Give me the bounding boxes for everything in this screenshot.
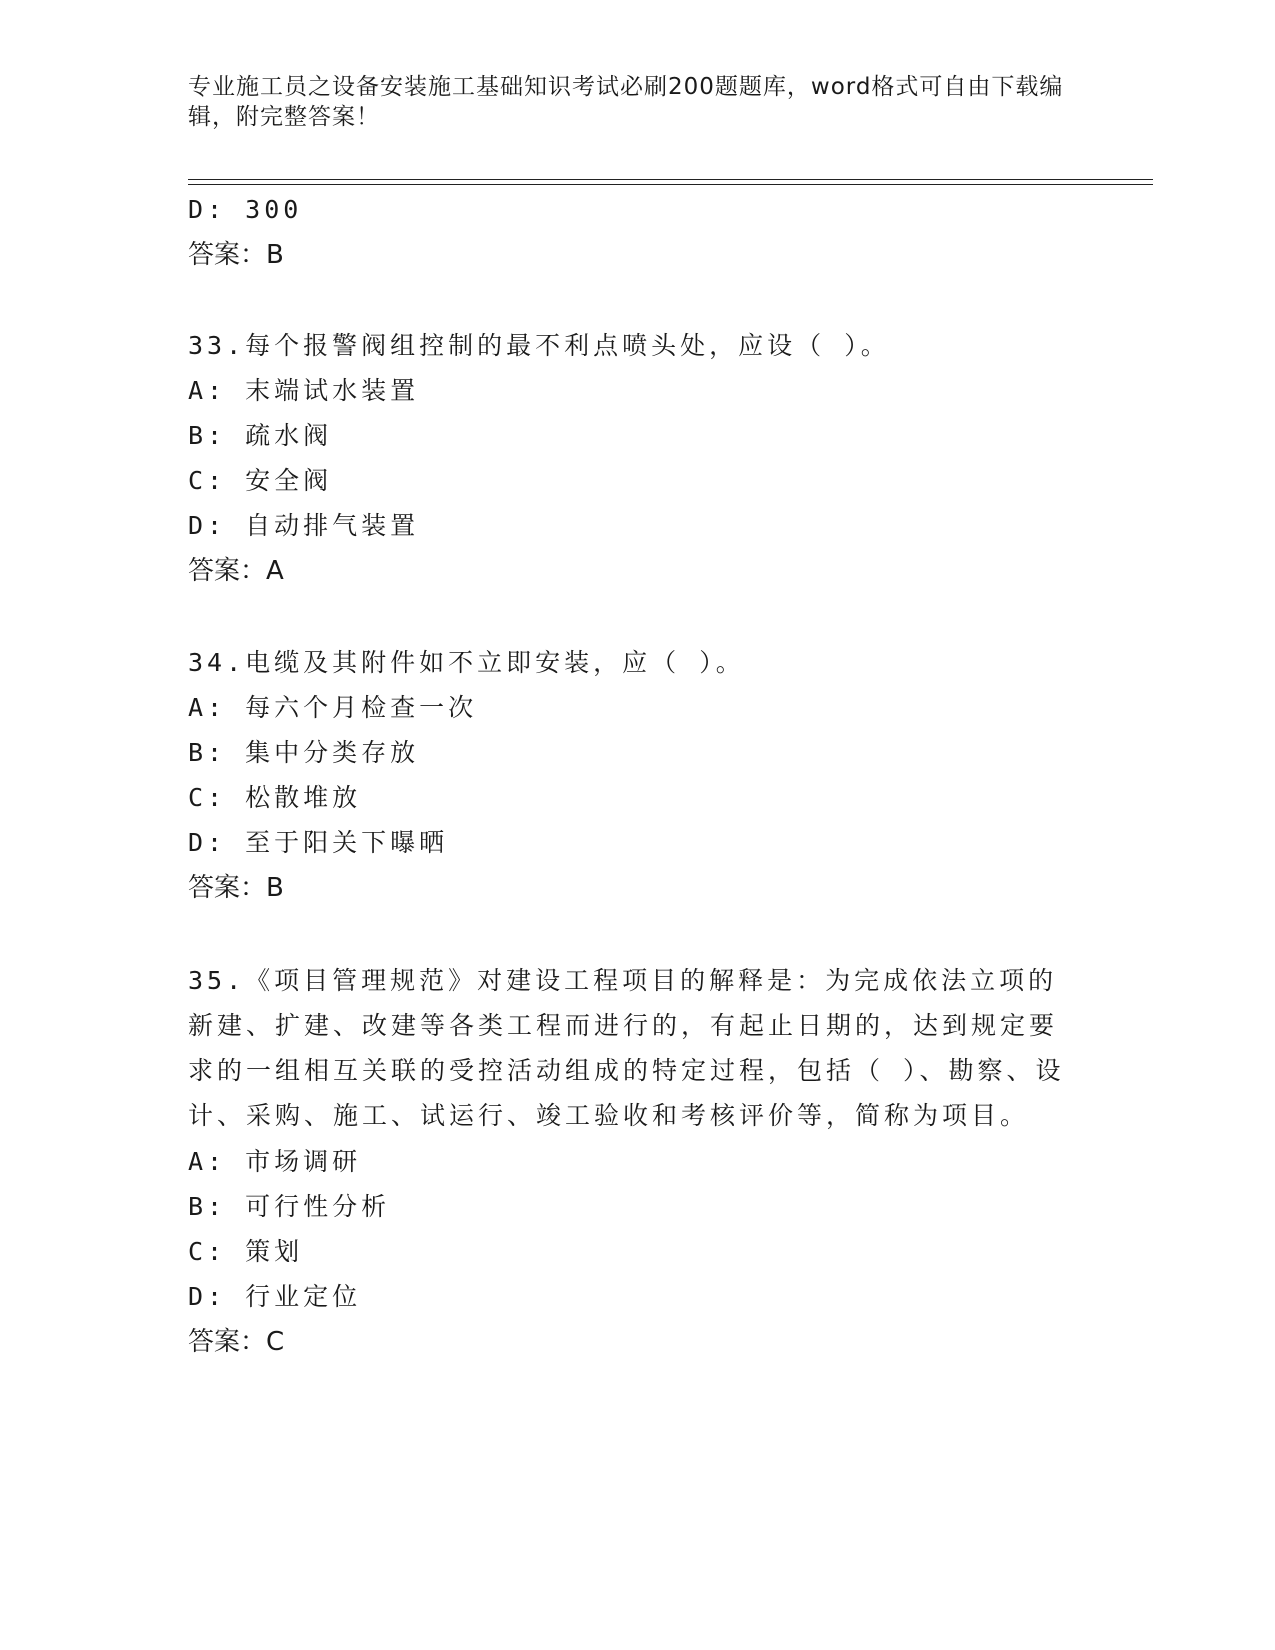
header-divider-bottom [188,184,1153,185]
question-34-stem: 34.电缆及其附件如不立即安装，应（ ）。 [188,648,745,677]
question-33-option-d: D: 自动排气装置 [188,511,420,540]
question-35-option-b: B: 可行性分析 [188,1192,391,1221]
question-33-option-c: C: 安全阀 [188,466,333,495]
question-33-answer: 答案：A [188,556,284,586]
question-34-option-c: C: 松散堆放 [188,783,362,812]
question-33-stem: 33.每个报警阀组控制的最不利点喷头处，应设（ ）。 [188,331,890,360]
question-35-option-d: D: 行业定位 [188,1282,362,1311]
question-33-option-a: A: 末端试水装置 [188,376,420,405]
question-35-answer: 答案：C [188,1327,285,1357]
question-34-option-b: B: 集中分类存放 [188,738,420,767]
header-divider-top [188,179,1153,180]
question-34-option-a: A: 每六个月检查一次 [188,693,478,722]
prev-answer: 答案：B [188,240,284,270]
question-34-option-d: D: 至于阳关下曝晒 [188,828,449,857]
question-35-option-c: C: 策划 [188,1237,304,1266]
prev-option-d: D: 300 [188,195,303,224]
question-33-option-b: B: 疏水阀 [188,421,333,450]
question-35-option-a: A: 市场调研 [188,1147,362,1176]
page-header: 专业施工员之设备安装施工基础知识考试必刷200题题库，word格式可自由下载编辑，附完整答案！ [188,74,1064,130]
question-35-stem: 35.《项目管理规范》对建设工程项目的解释是：为完成依法立项的新建、扩建、改建等各类工程而进行的，有起止日期的，达到规定要求的一组相互关联的受控活动组成的特定过程，包括（ ）、勘察、设计、采购、施工、试运行、竣工验收和考核评价等，简称为项目。 [188,966,1065,1130]
question-34-answer: 答案：B [188,873,284,903]
